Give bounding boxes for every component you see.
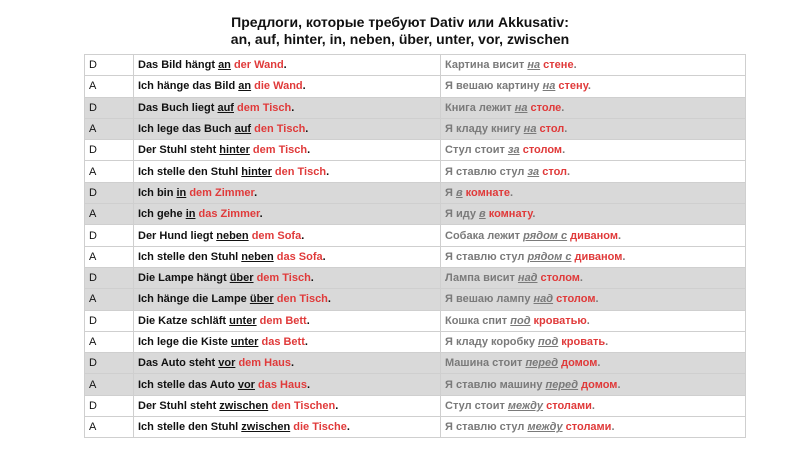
german-sentence xyxy=(134,55,441,76)
russian-sentence xyxy=(441,417,746,438)
german-punctuation: . xyxy=(327,293,331,306)
case-cell: A xyxy=(85,161,134,182)
german-sentence xyxy=(134,182,441,203)
german-text: Das Auto steht xyxy=(138,357,219,370)
german-text: Ich lege die Kiste xyxy=(138,336,231,348)
russian-preposition: на xyxy=(542,80,556,93)
russian-noun-phrase: домом xyxy=(558,357,598,370)
russian-text: Стул стоит xyxy=(445,399,508,412)
case-cell: D xyxy=(85,267,134,288)
russian-punctuation: . xyxy=(605,336,609,348)
table-row xyxy=(85,374,746,395)
russian-text: Я ставлю стул xyxy=(445,421,528,434)
russian-noun-phrase: стену xyxy=(555,80,588,93)
german-preposition: auf xyxy=(234,123,252,136)
case-cell: A xyxy=(85,76,134,97)
german-punctuation: . xyxy=(307,144,311,157)
german-text: Ich stelle den Stuhl xyxy=(138,250,242,263)
russian-preposition: рядом с xyxy=(527,250,572,263)
russian-punctuation: . xyxy=(586,314,590,327)
german-noun-phrase: den Tisch xyxy=(251,123,306,136)
german-punctuation: . xyxy=(301,229,305,242)
table-row xyxy=(85,118,746,139)
german-sentence xyxy=(134,417,441,438)
russian-punctuation: . xyxy=(510,186,514,199)
german-noun-phrase: dem Zimmer xyxy=(186,186,255,199)
russian-preposition: на xyxy=(523,123,537,136)
russian-preposition: в xyxy=(455,186,463,199)
russian-punctuation: . xyxy=(595,293,599,306)
russian-text: Я xyxy=(445,186,456,199)
german-punctuation: . xyxy=(259,208,263,221)
german-punctuation: . xyxy=(302,80,306,93)
russian-preposition: над xyxy=(517,272,538,285)
german-sentence xyxy=(134,76,441,97)
german-text: Das Bild hängt xyxy=(138,59,219,72)
russian-sentence xyxy=(441,161,746,182)
german-punctuation: . xyxy=(326,165,330,178)
german-text: Das Buch liegt xyxy=(138,101,218,114)
german-sentence xyxy=(134,161,441,182)
german-preposition: in xyxy=(176,186,187,199)
german-preposition: über xyxy=(229,272,254,285)
german-sentence xyxy=(134,246,441,267)
table-row xyxy=(85,417,746,438)
russian-text: Я ставлю стул xyxy=(445,165,528,178)
russian-noun-phrase: стол xyxy=(536,123,565,136)
german-text: Ich hänge die Lampe xyxy=(138,293,250,306)
table-row xyxy=(85,55,746,76)
german-sentence xyxy=(134,310,441,331)
title-line-2: an, auf, hinter, in, neben, über, unter, vor, zwischen xyxy=(230,31,570,47)
case-cell: D xyxy=(85,310,134,331)
case-cell: D xyxy=(85,55,134,76)
german-sentence xyxy=(134,353,441,374)
russian-punctuation: . xyxy=(622,250,626,263)
russian-text: Собака лежит xyxy=(445,229,524,242)
russian-noun-phrase: домом xyxy=(578,378,618,391)
russian-sentence xyxy=(441,353,746,374)
russian-punctuation: . xyxy=(618,229,622,242)
table-row xyxy=(85,225,746,246)
german-noun-phrase: die Tische xyxy=(290,421,347,434)
german-preposition: neben xyxy=(241,250,274,263)
russian-punctuation: . xyxy=(573,59,577,72)
german-noun-phrase: der Wand xyxy=(230,59,284,72)
russian-text: Лампа висит xyxy=(445,272,518,285)
german-sentence xyxy=(134,395,441,416)
russian-noun-phrase: стол xyxy=(539,165,568,178)
russian-punctuation: . xyxy=(587,80,591,93)
german-noun-phrase: dem Sofa xyxy=(248,229,302,242)
table-row xyxy=(85,310,746,331)
russian-punctuation: . xyxy=(567,165,571,178)
russian-sentence xyxy=(441,331,746,352)
table-row xyxy=(85,353,746,374)
russian-text: Я вешаю картину xyxy=(445,80,543,93)
russian-punctuation: . xyxy=(564,123,568,136)
german-noun-phrase: das Haus xyxy=(254,378,307,391)
german-sentence xyxy=(134,118,441,139)
german-punctuation: . xyxy=(306,314,310,327)
case-cell: A xyxy=(85,289,134,310)
german-noun-phrase: das Bett xyxy=(258,336,305,348)
russian-noun-phrase: столом xyxy=(537,272,580,285)
table-row xyxy=(85,395,746,416)
german-noun-phrase: dem Tisch xyxy=(233,101,292,114)
german-noun-phrase: dem Tisch xyxy=(249,144,308,157)
russian-text: Картина висит xyxy=(445,59,528,72)
table-row xyxy=(85,140,746,161)
german-text: Ich stelle den Stuhl xyxy=(138,165,242,178)
russian-sentence xyxy=(441,374,746,395)
table-row xyxy=(85,76,746,97)
russian-sentence xyxy=(441,225,746,246)
german-preposition: vor xyxy=(237,378,255,391)
german-punctuation: . xyxy=(304,336,308,348)
russian-text: Машина стоит xyxy=(445,357,526,370)
russian-sentence xyxy=(441,204,746,225)
russian-preposition: между xyxy=(527,421,563,434)
page-title xyxy=(0,14,800,48)
russian-text: Я ставлю машину xyxy=(445,378,546,391)
russian-text: Я ставлю стул xyxy=(445,250,528,263)
russian-noun-phrase: стене xyxy=(540,59,574,72)
russian-noun-phrase: столом xyxy=(519,144,563,157)
table-row xyxy=(85,161,746,182)
german-text: Ich stelle den Stuhl xyxy=(138,421,242,434)
german-sentence xyxy=(134,225,441,246)
german-noun-phrase: dem Tisch xyxy=(253,272,311,285)
russian-text: Я вешаю лампу xyxy=(445,293,534,306)
case-cell: A xyxy=(85,118,134,139)
german-preposition: über xyxy=(249,293,274,306)
german-preposition: unter xyxy=(229,314,257,327)
german-punctuation: . xyxy=(283,59,287,72)
german-noun-phrase: dem Bett xyxy=(256,314,307,327)
russian-noun-phrase: столе xyxy=(527,101,562,114)
case-cell: A xyxy=(85,417,134,438)
russian-preposition: в xyxy=(479,208,486,221)
russian-text: Я кладу коробку xyxy=(445,336,538,348)
russian-punctuation: . xyxy=(591,399,595,412)
german-text: Der Stuhl steht xyxy=(138,399,220,412)
german-sentence xyxy=(134,331,441,352)
german-sentence xyxy=(134,374,441,395)
russian-noun-phrase: столами xyxy=(543,399,592,412)
russian-noun-phrase: диваном xyxy=(567,229,619,242)
russian-text: Стул стоит xyxy=(445,144,508,157)
russian-preposition: между xyxy=(507,399,544,412)
case-cell: A xyxy=(85,204,134,225)
table-row xyxy=(85,182,746,203)
german-preposition: unter xyxy=(230,336,259,348)
russian-noun-phrase: комнату xyxy=(485,208,533,221)
russian-noun-phrase: столами xyxy=(562,421,612,434)
german-text: Der Stuhl steht xyxy=(138,144,220,157)
german-preposition: vor xyxy=(218,357,236,370)
german-noun-phrase: die Wand xyxy=(251,80,303,93)
german-punctuation: . xyxy=(305,123,309,136)
russian-sentence xyxy=(441,55,746,76)
german-noun-phrase: den Tisch xyxy=(271,165,327,178)
russian-punctuation: . xyxy=(562,144,566,157)
german-text: Die Lampe hängt xyxy=(138,272,230,285)
german-preposition: auf xyxy=(217,101,234,114)
german-punctuation: . xyxy=(310,272,314,285)
german-preposition: hinter xyxy=(219,144,250,157)
prepositions-table xyxy=(84,54,746,438)
russian-noun-phrase: диваном xyxy=(571,250,623,263)
german-preposition: zwischen xyxy=(241,421,291,434)
german-preposition: in xyxy=(185,208,196,221)
german-text: Der Hund liegt xyxy=(138,229,217,242)
russian-preposition: перед xyxy=(545,378,579,391)
table-row xyxy=(85,289,746,310)
german-punctuation: . xyxy=(291,357,295,370)
german-text: Ich lege das Buch xyxy=(138,123,235,136)
russian-sentence xyxy=(441,267,746,288)
german-sentence xyxy=(134,140,441,161)
russian-preposition: под xyxy=(538,336,559,348)
russian-preposition: на xyxy=(514,101,528,114)
case-cell: A xyxy=(85,331,134,352)
russian-sentence xyxy=(441,246,746,267)
russian-noun-phrase: комнате xyxy=(462,186,511,199)
german-text: Ich hänge das Bild xyxy=(138,80,239,93)
german-text: Ich bin xyxy=(138,186,177,199)
german-noun-phrase: das Sofa xyxy=(273,250,323,263)
german-punctuation: . xyxy=(306,378,310,391)
russian-text: Кошка спит xyxy=(445,314,511,327)
german-preposition: an xyxy=(218,59,231,72)
russian-punctuation: . xyxy=(561,101,565,114)
german-preposition: zwischen xyxy=(219,399,269,412)
german-preposition: hinter xyxy=(241,165,272,178)
german-text: Ich stelle das Auto xyxy=(138,378,238,391)
russian-preposition: на xyxy=(527,59,541,72)
russian-sentence xyxy=(441,182,746,203)
russian-noun-phrase: кроватью xyxy=(530,314,587,327)
table-row xyxy=(85,246,746,267)
german-text: Ich gehe xyxy=(138,208,186,221)
title-line-1: Предлоги, которые требуют Dativ или Akkusativ: xyxy=(231,14,569,30)
russian-sentence xyxy=(441,76,746,97)
russian-noun-phrase: столом xyxy=(553,293,596,306)
german-preposition: an xyxy=(238,80,252,93)
russian-sentence xyxy=(441,140,746,161)
table-row xyxy=(85,331,746,352)
case-cell: D xyxy=(85,182,134,203)
german-sentence xyxy=(134,204,441,225)
german-sentence xyxy=(134,97,441,118)
german-noun-phrase: dem Haus xyxy=(235,357,292,370)
russian-sentence xyxy=(441,395,746,416)
german-punctuation: . xyxy=(335,399,339,412)
case-cell: A xyxy=(85,374,134,395)
german-sentence xyxy=(134,267,441,288)
russian-preposition: перед xyxy=(525,357,559,370)
german-punctuation: . xyxy=(254,186,258,199)
russian-text: Я кладу книгу xyxy=(445,123,524,136)
russian-text: Книга лежит xyxy=(445,101,515,114)
russian-sentence xyxy=(441,310,746,331)
case-cell: D xyxy=(85,395,134,416)
german-sentence xyxy=(134,289,441,310)
case-cell: D xyxy=(85,140,134,161)
russian-preposition: над xyxy=(533,293,554,306)
russian-noun-phrase: кровать xyxy=(558,336,606,348)
russian-punctuation: . xyxy=(579,272,583,285)
russian-sentence xyxy=(441,97,746,118)
german-punctuation: . xyxy=(291,101,295,114)
russian-punctuation: . xyxy=(597,357,601,370)
table-row xyxy=(85,97,746,118)
russian-preposition: за xyxy=(527,165,540,178)
case-cell: A xyxy=(85,246,134,267)
case-cell: D xyxy=(85,225,134,246)
case-cell: D xyxy=(85,97,134,118)
russian-sentence xyxy=(441,118,746,139)
german-punctuation: . xyxy=(346,421,350,434)
table-row xyxy=(85,267,746,288)
russian-preposition: рядом с xyxy=(523,229,568,242)
german-noun-phrase: das Zimmer xyxy=(195,208,260,221)
russian-punctuation: . xyxy=(532,208,536,221)
table-row xyxy=(85,204,746,225)
german-noun-phrase: den Tischen xyxy=(268,399,336,412)
russian-preposition: под xyxy=(510,314,531,327)
russian-punctuation: . xyxy=(611,421,615,434)
german-noun-phrase: den Tisch xyxy=(273,293,328,306)
russian-punctuation: . xyxy=(617,378,621,391)
russian-sentence xyxy=(441,289,746,310)
german-preposition: neben xyxy=(216,229,249,242)
russian-preposition: за xyxy=(507,144,520,157)
german-punctuation: . xyxy=(322,250,326,263)
german-text: Die Katze schläft xyxy=(138,314,230,327)
case-cell: D xyxy=(85,353,134,374)
russian-text: Я иду xyxy=(445,208,480,221)
